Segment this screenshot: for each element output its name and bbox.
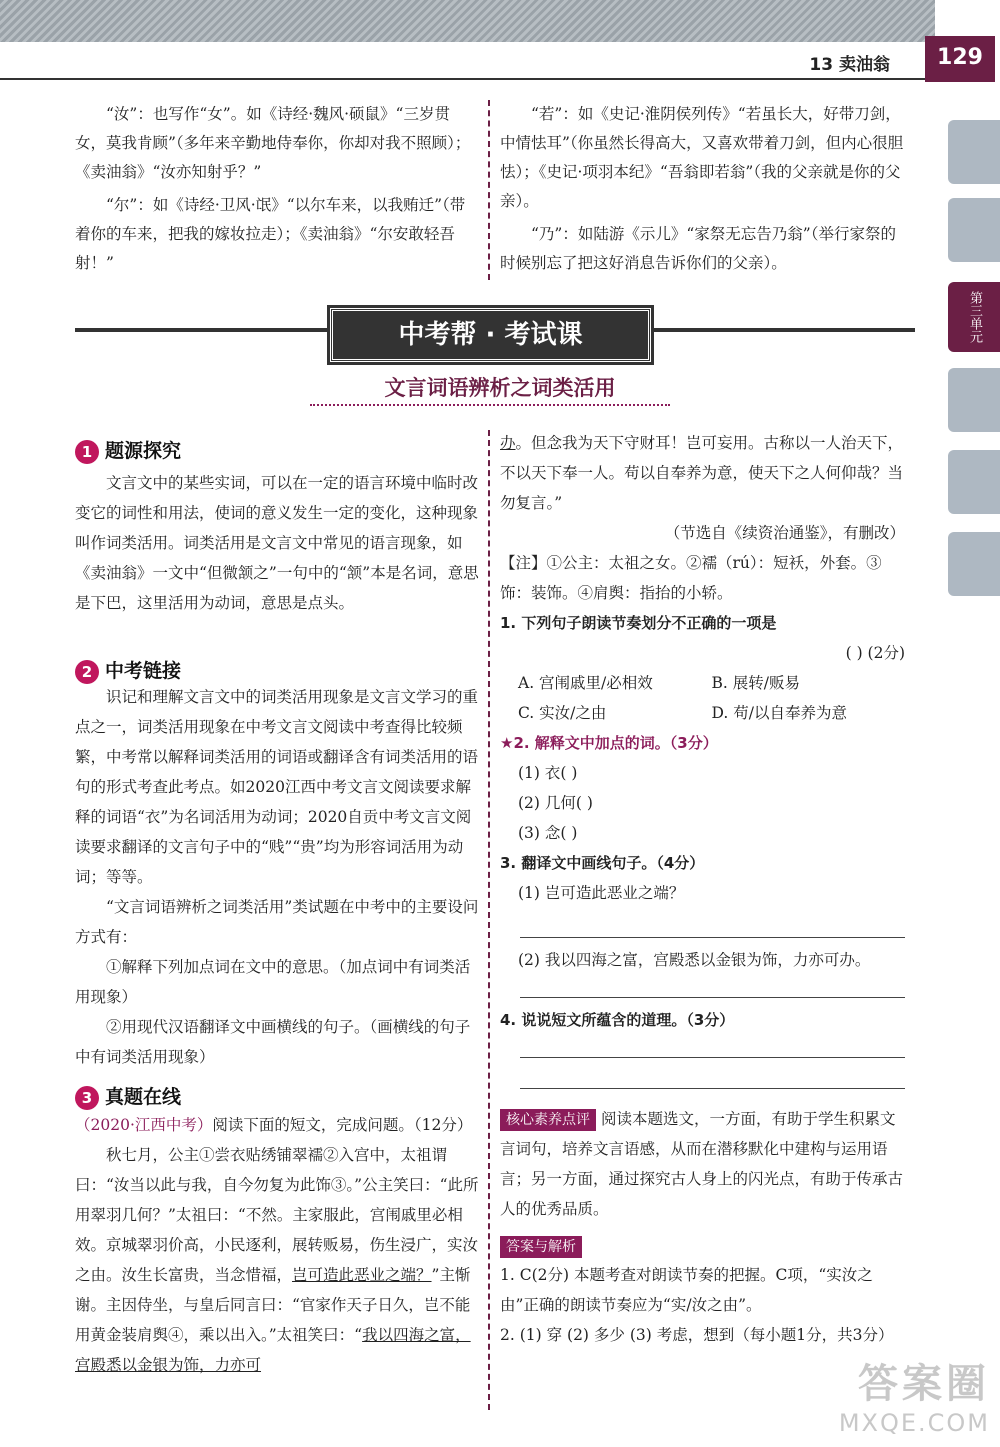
answer-line[interactable] [520,1057,905,1058]
side-tab[interactable] [948,450,1000,514]
core-literacy-comment: 核心素养点评 阅读本题选文，一方面，有助于学生积累文言词句，培养文言语感，从而在潜移默化中建构与运用语言；另一方面，通过探究古人身上的闪光点，有助于传承古人的优秀品质。 [500,1110,904,1218]
section2-body: 识记和理解文言文中的词类活用现象是文言文学习的重点之一，词类活用现象在中考文言文阅读中考查得比较频繁，中考常以解释词类活用的词语或翻译含有词类活用的语句的形式考查此考点。如2020江西中考文言文阅读要求解释的词语“衣”为名词活用为动词；2020自贡中考文言文阅读要求翻译的文言句子中的“贱”“贵”均为形容词活用为动词；等等。 “文言词语辨析之词类活用”类试题在中考中的主要设问方式有： ①解释下列加点词在文中的意思。（加点词中有词类活用现象） ②用现代汉语翻译文中画横线的句子。（画横线的句子中有词类活用现象） [75,688,479,1066]
option[interactable]: D. 苟/以自奉养为意 [711,704,847,722]
blank-item[interactable]: (2) 几何( ) [518,794,593,812]
option[interactable]: A. 宫闱戚里/必相效 [518,674,653,692]
question-1: 1. 下列句子朗读节奏划分不正确的一项是 [500,614,777,632]
note-paragraph: “乃”：如陆游《示儿》“家祭无忘告乃翁”（举行家祭的时候别忘了把这好消息告诉你们的父亲）。 [500,225,896,272]
column-divider [488,100,490,280]
lesson-title: 13 卖油翁 [809,55,890,75]
answer-line[interactable] [520,1088,905,1089]
topic-title: 文言词语辨析之词类活用 [384,376,616,400]
option[interactable]: C. 实汝/之由 [518,704,607,722]
subtitle-underline [310,404,670,406]
answer-line[interactable] [520,997,905,998]
answers-heading: 答案与解析 [500,1236,582,1258]
question-1-options [500,668,905,728]
section3-body: （2020·江西中考）阅读下面的短文，完成问题。（12分） 秋七月，公主①尝衣贴绣铺翠襦②入宫中，太祖谓曰：“汝当以此与我，自今勿复为此饰③。”公主笑曰：“此所用翠羽几何？”太祖曰：“不然。主家服此，宫闱戚里必相效。京城翠羽价高，小民逐利，展转贩易，伤生浸广，实汝之由。汝生长富贵，当念惜福，岂可造此恶业之端？”主惭谢。主因侍坐，与皇后同言曰：“官家作天子日久，岂不能用黄金装肩舆④，乘以出入。”太祖笑曰：“我以四海之富，宫殿悉以金银为饰，力亦可 [75,1110,480,1380]
translate-item: (1) 岂可造此恶业之端？ [518,884,685,902]
passage: 秋七月，公主①尝衣贴绣铺翠襦②入宫中，太祖谓曰：“汝当以此与我，自今勿复为此饰③。”公主笑曰：“此所用翠羽几何？”太祖曰：“不然。主家服此，宫闱戚里必相效。京城翠羽价高，小民逐利，展转贩易，伤生浸广，实汝之由。汝生长富贵，当念惜福，岂可造此恶业之端？”主惭谢。主因侍坐，与皇后同言曰：“官家作天子日久，岂不能用黄金装肩舆④，乘以出入。”太祖笑曰：“我以四海之富，宫殿悉以金银为饰，力亦可 [75,1146,479,1374]
question-4: 4. 说说短文所蕴含的道理。（3分） [500,1011,735,1029]
side-tab-active[interactable]: 第三单元 [948,282,1000,352]
note-paragraph: “若”：如《史记·淮阴侯列传》“若虽长大，好带刀剑，中情怯耳”（你虽然长得高大，又喜欢带着刀剑，但内心很胆怯）；《史记·项羽本纪》“吾翁即若翁”（我的父亲就是你的父亲）。 [500,105,904,210]
translate-item: (2) 我以四海之富，宫殿悉以金银为饰，力亦可办。 [518,951,871,969]
citation: （节选自《续资治通鉴》，有删改） [664,524,905,542]
side-tab[interactable] [948,532,1000,596]
section-heading: 2 中考链接 [75,656,181,684]
option[interactable]: B. 展转/贩易 [711,674,800,692]
side-tab[interactable] [948,120,1000,184]
top-left-column [75,100,477,278]
section-banner: 中考帮 · 考试课 [330,308,651,362]
blank-item[interactable]: (3) 念( ) [518,824,578,842]
note-paragraph: “尔”：如《诗经·卫风·氓》“以尔车来，以我贿迁”（带着你的车来，把我的嫁妆拉走）；《卖油翁》“尔安敢轻吾射！” [75,196,466,272]
answer-line[interactable] [520,937,905,938]
question-1-score[interactable]: ( ) (2分) [845,644,905,662]
side-tab[interactable] [948,368,1000,432]
page-number: 129 [925,36,995,82]
side-tab[interactable] [948,198,1000,262]
core-tag: 核心素养点评 [500,1109,596,1131]
column-divider [488,430,490,1410]
section-heading: 3 真题在线 [75,1082,181,1110]
section1-body: 文言文中的某些实词，可以在一定的语言环境中临时改变它的词性和用法，使词的意义发生一定的变化，这种现象叫作词类活用。词类活用是文言文中常见的语言现象，如《卖油翁》一文中“但微颔之”一句中的“颔”本是名词，意思是下巴，这里活用为动词，意思是点头。 [75,474,479,612]
footnotes: 【注】①公主：太祖之女。②襦（rú）：短袄，外套。③饰：装饰。④肩舆：指抬的小轿。 [500,554,882,602]
watermark: 答案圈 MXQE.COM [838,1361,990,1437]
answers-body: 1. C(2分) 本题考查对朗读节奏的把握。C项，“实汝之由”正确的朗读节奏应为“实/汝之由”。 2. (1) 穿 (2) 多少 (3) 考虑，想到（每小题1分，共3分） [500,1266,894,1344]
header-pattern [0,0,935,42]
note-paragraph: “汝”：也写作“女”。如《诗经·魏风·硕鼠》“三岁贯女，莫我肯顾”（多年来辛勤地侍奉你，你却对我不照顾）；《卖油翁》“汝亦知射乎？” [75,105,471,181]
header-line [0,42,935,80]
passage-continued: 办。但念我为天下守财耳！岂可妄用。古称以一人治天下，不以天下奉一人。苟以自奉养为意，使天下之人何仰哉？当勿复言。” （节选自《续资治通鉴》，有删改） 【注】①公主：太祖之女。②襦（rú）：短袄，外套。③饰：装饰。④肩舆：指抬的小轿。 1. 下列句子朗读节奏划分不正确的一项是 ( ) (2分) A. 宫闱戚里/必相效 B. 展转/贩易 C. 实汝/之由 D. 苟/以自奉养为意 ★2. 解释文中加点的词。（3分） (1) 衣( ) (2) 几何( ) (3) 念( ) 3. 翻译文中画线句子。（4分） (1) 岂可造此恶业之端？ [500,428,905,908]
question-2: ★2. 解释文中加点的词。（3分） [500,734,718,752]
section-heading: 1 题源探究 [75,436,181,464]
top-right-column [500,100,905,278]
question-3: 3. 翻译文中画线句子。（4分） [500,854,705,872]
blank-item[interactable]: (1) 衣( ) [518,764,578,782]
